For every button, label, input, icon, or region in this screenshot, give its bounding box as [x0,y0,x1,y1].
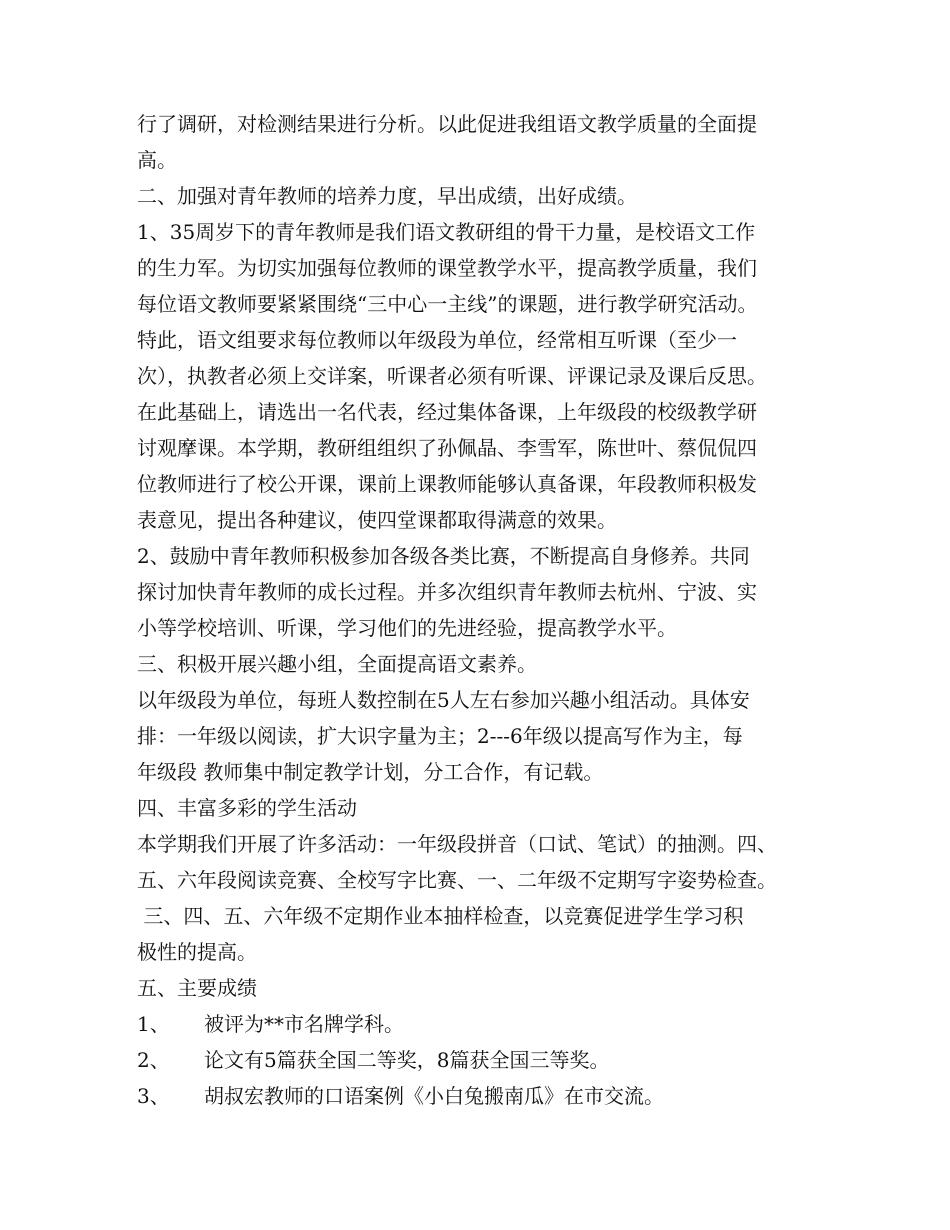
paragraph-line: 五、六年段阅读竞赛、全校写字比赛、一、二年级不定期写字姿势检查。 [137,868,777,892]
paragraph-line: 的生力军。为切实加强每位教师的课堂教学水平，提高教学质量，我们 [137,256,757,280]
list-item [137,1042,610,1078]
paragraph-line: 在此基础上，请选出一名代表，经过集体备课，上年级段的校级教学研 [137,400,757,424]
list-item [137,1006,404,1042]
paragraph-line: 年级段 教师集中制定教学计划，分工合作，有记载。 [137,760,604,784]
section-heading: 五、主要成绩 [137,976,257,1000]
list-item-number: 2、 [137,1048,170,1072]
paragraph-line: 次），执教者必须上交详案，听课者必须有听课、评课记录及课后反思。 [137,364,767,388]
section-heading: 四、丰富多彩的学生活动 [137,796,357,820]
paragraph-line: 小等学校培训、听课，学习他们的先进经验，提高教学水平。 [137,616,677,640]
paragraph-line: 讨观摩课。本学期，教研组组织了孙佩晶、李雪军，陈世叶、蔡侃侃四 [137,436,757,460]
list-item-number: 1、 [137,1012,170,1036]
paragraph-line: 位教师进行了校公开课，课前上课教师能够认真备课，年段教师积极发 [137,472,757,496]
paragraph-line: 每位语文教师要紧紧围绕“三中心一主线”的课题，进行教学研究活动。 [137,292,758,316]
paragraph-line: 行了调研，对检测结果进行分析。以此促进我组语文教学质量的全面提 [137,112,757,136]
paragraph-line: 以年级段为单位，每班人数控制在5人左右参加兴趣小组活动。具体安 [137,688,750,712]
paragraph-line: 三、四、五、六年级不定期作业本抽样检查，以竞赛促进学生学习积 [137,904,744,928]
list-item-number: 3、 [137,1084,170,1108]
paragraph-line: 极性的提高。 [137,940,257,964]
paragraph-line: 特此，语文组要求每位教师以年级段为单位，经常相互听课（至少一 [137,328,737,352]
list-item-text: 被评为**市名牌学科。 [204,1012,404,1036]
paragraph-line: 2、鼓励中青年教师积极参加各级各类比赛，不断提高自身修养。共同 [137,544,750,568]
paragraph-line: 本学期我们开展了许多活动：一年级段拼音（口试、笔试）的抽测。四、 [137,832,777,856]
section-heading: 三、积极开展兴趣小组，全面提高语文素养。 [137,652,537,676]
list-item [137,1078,664,1114]
list-item-text: 胡叔宏教师的口语案例《小白兔搬南瓜》在市交流。 [204,1084,664,1108]
paragraph-line: 高。 [137,148,177,172]
list-item-text: 论文有5篇获全国二等奖，8篇获全国三等奖。 [204,1048,610,1072]
section-heading: 二、加强对青年教师的培养力度，早出成绩，出好成绩。 [137,184,637,208]
paragraph-line: 探讨加快青年教师的成长过程。并多次组织青年教师去杭州、宁波、实 [137,580,757,604]
paragraph-line: 排：一年级以阅读，扩大识字量为主；2---6年级以提高写作为主，每 [137,724,743,748]
paragraph-line: 表意见，提出各种建议，使四堂课都取得满意的效果。 [137,508,617,532]
paragraph-line: 1、35周岁下的青年教师是我们语文教研组的骨干力量，是校语文工作 [137,220,756,244]
